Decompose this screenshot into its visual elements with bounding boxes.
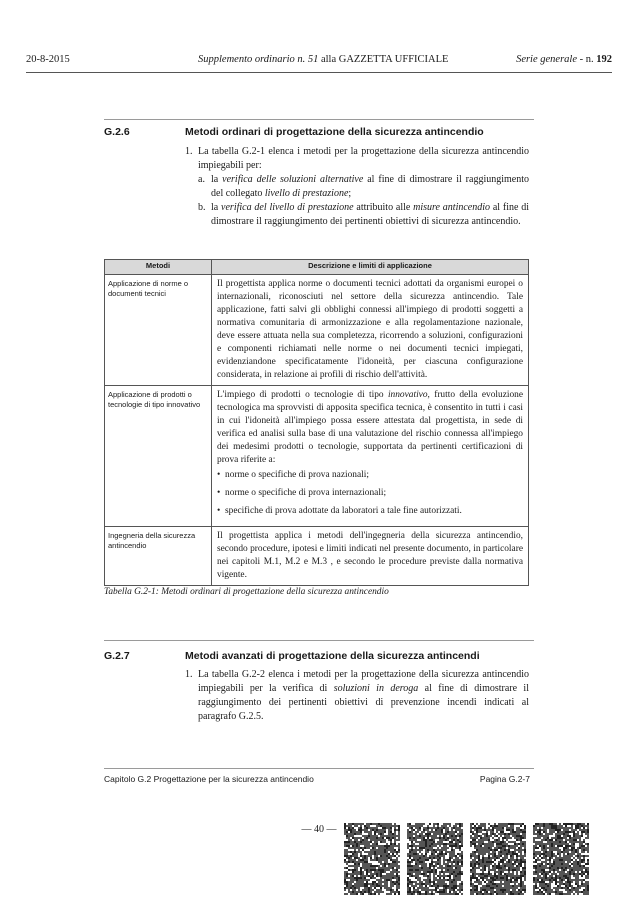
table-row (105, 275, 529, 386)
print-noise-block-2 (407, 823, 463, 895)
header-number: 192 (596, 54, 612, 65)
table-caption: Tabella G.2-1: Metodi ordinari di progettazione della sicurezza antincendio (104, 587, 389, 597)
method-cell: Ingegneria della sicurezza antincendio (105, 527, 212, 586)
list-item: • specifiche di prova adottate da laboratori a tale fine autorizzati. (217, 505, 523, 518)
section-number-g26: G.2.6 (104, 126, 130, 138)
list-item: • norme o specifiche di prova internazionali; (217, 487, 523, 500)
footer-page: Pagina G.2-7 (479, 774, 530, 784)
text-run: L'impiego di prodotti o tecnologie di tipo (217, 390, 388, 400)
list-item-letter: b. (198, 202, 206, 213)
header-supplement: Supplemento ordinario n. 51 (198, 54, 319, 65)
section-rule (104, 640, 534, 641)
header-date: 20-8-2015 (26, 54, 70, 65)
section-title-g26: Metodi ordinari di progettazione della sicurezza antincendio (185, 126, 484, 138)
paragraph-text: La tabella G.2-1 elenca i metodi per la progettazione della sicurezza antincendio impiegabili per: (198, 146, 529, 171)
text-run: , frutto della evoluzione tecnologica ma sprovvisti di apposita specifica tecnica, è consentito in tutti i casi in cui l'idoneità all'impiego possa essere attestata dal progettista, in sede di verifica ed analisi sulla base di una valutazione del rischio connessa all'impiego dei medesimi prodotti o tecnologie, supportata da pertinenti certificazioni di prova riferite a: (217, 390, 523, 465)
text-run: al fine di dimostrare il raggiungimento del collegato (211, 174, 529, 199)
page-number: — 40 — (301, 824, 337, 835)
footer-rule (104, 768, 534, 769)
list-item-letter: a. (198, 174, 205, 185)
table-row (105, 527, 529, 586)
text-run: La tabella G.2-2 elenca i metodi per la progettazione della sicurezza antincendio impiegabili per la verifica di (198, 669, 529, 694)
text-run: al fine di dimostrare il raggiungimento dei pertinenti obiettivi di sicurezza antincendio. (211, 202, 530, 227)
header-rule (26, 72, 612, 73)
column-header-methods: Metodi (105, 260, 212, 275)
paragraph-number: 1. (185, 146, 193, 157)
italic-term: soluzioni in deroga (333, 683, 419, 694)
italic-term: verifica delle soluzioni alternative (222, 174, 364, 185)
italic-term: innovativo (387, 390, 428, 400)
print-noise-block-4 (533, 823, 589, 895)
description-cell: Il progettista applica norme o documenti tecnici adottati da organismi europei o internazionali, riconosciuti nel settore della sicurezza antincendio. Tale applicazione, fatti salvi gli obblighi connessi all'impiego di prodotti soggetti a normativa comunitaria di armonizzazione e alla regolamentazione nazionale, deve essere attuata nella sua completezza, ricorrendo a soluzioni, configurazioni e componenti richiamati nelle norme o nei documenti tecnici impiegati, evidenziandone specificatamente l'idoneità, per ciascuna configurazione considerata, in relazione ai profili di rischio dell'attività. (212, 275, 529, 386)
section-rule-top (104, 119, 534, 120)
method-cell: Applicazione di prodotti o tecnologie di tipo innovativo (105, 386, 212, 527)
header-publication (198, 54, 448, 65)
text-run: al fine di dimostrare il raggiungimento dei pertinenti obiettivi di prevenzione incendi indicati al paragrafo G.2.5. (198, 683, 529, 722)
print-noise-block-3 (470, 823, 526, 895)
text-run: attribuito alle (353, 202, 414, 213)
table-header-row (105, 260, 529, 275)
italic-term: livello di prestazione (264, 188, 349, 199)
table-row (105, 386, 529, 527)
header-series-label: Serie generale (516, 54, 577, 65)
italic-term: verifica del livello di prestazione (221, 202, 354, 213)
paragraph-g26-1 (185, 145, 529, 173)
section-title-g27: Metodi avanzati di progettazione della sicurezza antincendi (185, 650, 480, 662)
header-series (516, 54, 612, 65)
paragraph-number: 1. (185, 669, 193, 680)
text-run: la (211, 174, 223, 185)
print-noise-block-1 (344, 823, 400, 895)
header-gazette: alla GAZZETTA UFFICIALE (320, 54, 449, 65)
methods-table (104, 259, 529, 586)
header-number-label: - n. (579, 54, 594, 65)
italic-term: misure antincendio (413, 202, 491, 213)
section-number-g27: G.2.7 (104, 650, 130, 662)
bullet-list (217, 469, 523, 518)
column-header-description: Descrizione e limiti di applicazione (212, 260, 529, 275)
list-item: • norme o specifiche di prova nazionali; (217, 469, 523, 482)
list-item-b (198, 201, 529, 229)
paragraph-g27-1 (185, 668, 529, 724)
footer-chapter: Capitolo G.2 Progettazione per la sicurezza antincendio (104, 774, 314, 784)
description-cell: Il progettista applica i metodi dell'ingegneria della sicurezza antincendio, secondo procedure, ipotesi e limiti indicati nel presente documento, in particolare nei capitoli M.1, M.2 e M.3 , e secondo le procedure previste dalla normativa vigente. (212, 527, 529, 586)
method-cell: Applicazione di norme o documenti tecnici (105, 275, 212, 386)
description-cell (212, 386, 529, 527)
list-item-a (198, 173, 529, 201)
text-run: ; (348, 188, 352, 199)
text-run: la (211, 202, 222, 213)
